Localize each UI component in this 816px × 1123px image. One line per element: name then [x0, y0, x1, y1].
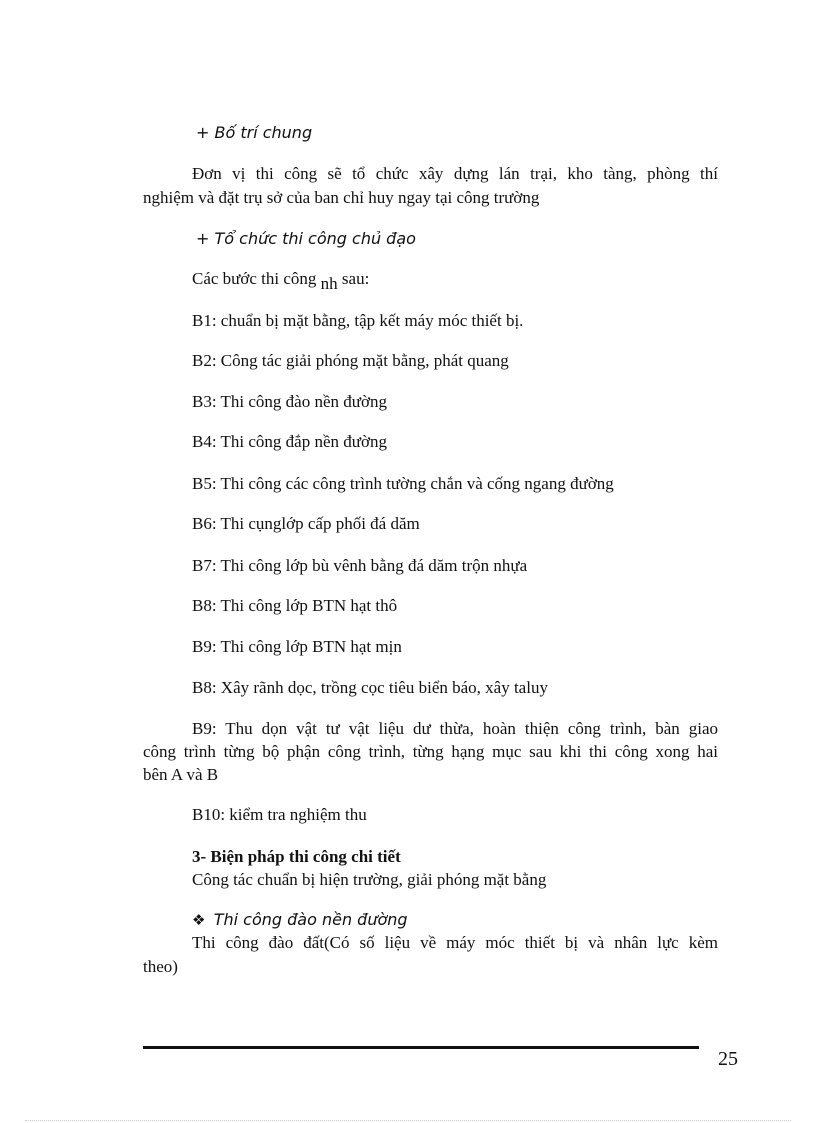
- step-item: B8: Xây rãnh dọc, trồng cọc tiêu biển báo, xây taluy: [192, 678, 548, 697]
- steps-intro-subscript: nh: [320, 274, 338, 293]
- step-item: B1: chuẩn bị mặt bằng, tập kết máy móc thiết bị.: [192, 311, 524, 330]
- paragraph-line: nghiệm và đặt trụ sở của ban chỉ huy ngay tại công trường: [143, 188, 540, 207]
- diamond-bullet-icon: ❖: [192, 911, 206, 929]
- step-item: B4: Thi công đắp nền đường: [192, 432, 387, 451]
- paragraph-line: Đơn vị thi công sẽ tổ chức xây dựng lán trại, kho tàng, phòng thí: [192, 164, 718, 183]
- bullet-heading-row: [192, 909, 408, 931]
- step-item: B9: Thi công lớp BTN hạt mịn: [192, 637, 402, 656]
- step-item: B2: Công tác giải phóng mặt bằng, phát quang: [192, 351, 509, 370]
- page-bottom-dotted-border: [25, 1120, 791, 1121]
- step-item: B3: Thi công đào nền đường: [192, 392, 387, 411]
- footer-rule: [143, 1046, 699, 1049]
- step-b9-line: B9: Thu dọn vật tư vật liệu dư thừa, hoàn thiện công trình, bàn giao: [192, 719, 718, 738]
- paragraph-line: theo): [143, 957, 178, 976]
- heading-main-organization: + Tổ chức thi công chủ đạo: [196, 229, 416, 248]
- bullet-heading-text: Thi công đào nền đường: [213, 910, 408, 929]
- step-b9-line: công trình từng bộ phận công trình, từng hạng mục sau khi thi công xong hai: [143, 742, 718, 761]
- section-title: 3- Biện pháp thi công chi tiết: [192, 847, 401, 866]
- steps-intro: [192, 268, 370, 293]
- step-item: B5: Thi công các công trình tường chắn và cống ngang đường: [192, 474, 614, 493]
- steps-intro-text-end: sau:: [341, 269, 370, 288]
- step-b10: B10: kiểm tra nghiệm thu: [192, 805, 367, 824]
- step-item: B8: Thi công lớp BTN hạt thô: [192, 596, 398, 615]
- paragraph-line: Thi công đào đất(Có số liệu về máy móc thiết bị và nhân lực kèm: [192, 933, 718, 952]
- steps-intro-text: Các bước thi công: [192, 269, 317, 288]
- section-subtitle: Công tác chuẩn bị hiện trường, giải phóng mặt bằng: [192, 870, 547, 889]
- heading-general-layout: + Bố trí chung: [196, 123, 313, 142]
- step-item: B6: Thi cụnglớp cấp phối đá dăm: [192, 514, 420, 533]
- page-number: 25: [718, 1048, 738, 1070]
- step-item: B7: Thi công lớp bù vênh bằng đá dăm trộn nhựa: [192, 556, 528, 575]
- step-b9-line: bên A và B: [143, 765, 219, 784]
